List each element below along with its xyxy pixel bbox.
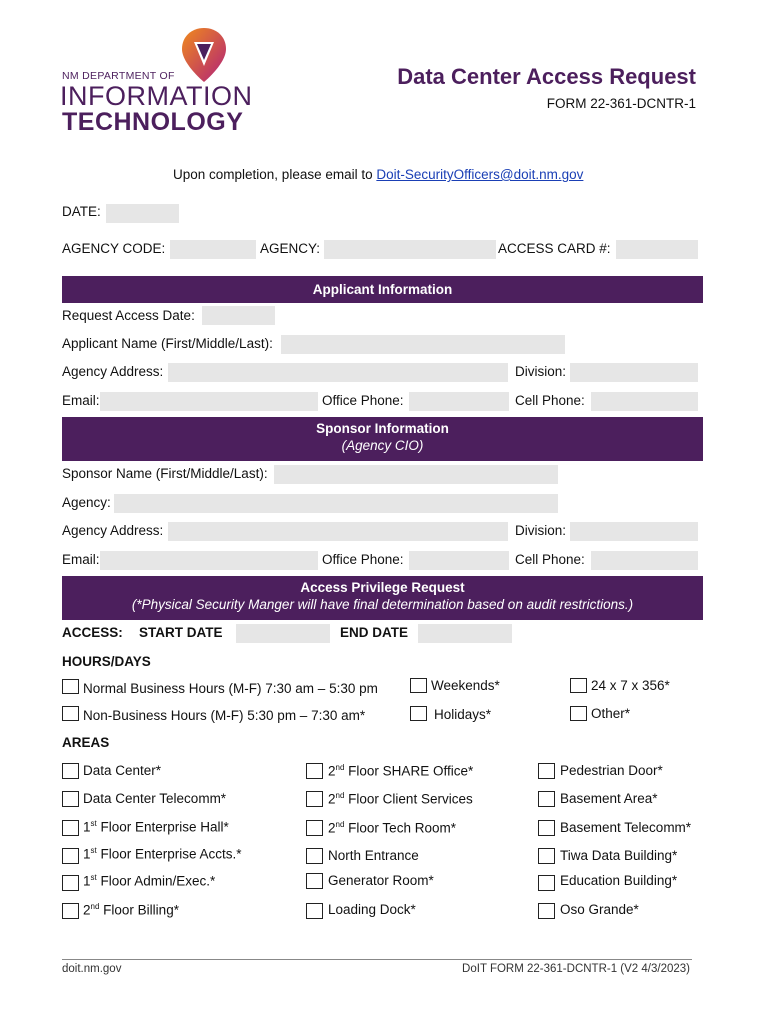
- request-date-label: Request Access Date:: [62, 308, 195, 323]
- applicant-heading: Applicant Information: [312, 282, 453, 297]
- hours-heading: HOURS/DAYS: [62, 654, 151, 669]
- applicant-name-field[interactable]: [281, 335, 565, 354]
- admin-num: 1: [83, 873, 91, 889]
- email-link[interactable]: Doit-SecurityOfficers@doit.nm.gov: [376, 167, 584, 182]
- generator-checkbox[interactable]: [306, 873, 323, 889]
- normal-hours-checkbox[interactable]: [62, 679, 79, 694]
- end-date-label: END DATE: [340, 625, 409, 640]
- logo-pin-icon: [180, 26, 228, 84]
- date-label: DATE:: [62, 204, 101, 219]
- agency-code-label: AGENCY CODE:: [62, 241, 166, 256]
- holidays-checkbox[interactable]: [410, 706, 427, 721]
- date-field[interactable]: [106, 204, 179, 223]
- oso-grande-label: Oso Grande*: [560, 902, 639, 917]
- applicant-office-phone-label: Office Phone:: [322, 393, 404, 408]
- share-office-sup: nd: [335, 763, 345, 772]
- agency-label: AGENCY:: [260, 241, 321, 256]
- basement-telecomm-label: Basement Telecomm*: [560, 820, 692, 835]
- end-date-field[interactable]: [418, 624, 512, 643]
- sponsor-name-label: Sponsor Name (First/Middle/Last):: [62, 466, 268, 481]
- always-label: 24 x 7 x 356*: [591, 678, 670, 693]
- applicant-name-label: Applicant Name (First/Middle/Last):: [62, 336, 273, 351]
- admin-sup: st: [90, 873, 97, 882]
- enterprise-hall-checkbox[interactable]: [62, 820, 79, 836]
- billing-sup: nd: [90, 902, 100, 911]
- share-office-text: Floor SHARE Office*: [344, 763, 474, 779]
- hall-sup: st: [90, 819, 97, 828]
- enterprise-accts-label: [83, 846, 242, 862]
- share-office-label: [328, 763, 473, 779]
- tiwa-checkbox[interactable]: [538, 848, 555, 864]
- telecomm-checkbox[interactable]: [62, 791, 79, 807]
- areas-heading: AREAS: [62, 735, 110, 750]
- access-label: ACCESS:: [62, 625, 123, 640]
- intro-line: [173, 167, 583, 182]
- tech-room-checkbox[interactable]: [306, 820, 323, 836]
- tech-text: Floor Tech Room*: [344, 820, 456, 836]
- sponsor-address-label: Agency Address:: [62, 523, 164, 538]
- footer-left: doit.nm.gov: [62, 963, 122, 975]
- basement-label: Basement Area*: [560, 791, 658, 806]
- sponsor-cell-phone-label: Cell Phone:: [515, 552, 585, 567]
- sponsor-agency-label: Agency:: [62, 495, 111, 510]
- pedestrian-checkbox[interactable]: [538, 763, 555, 779]
- billing-label: [83, 902, 179, 918]
- admin-label: [83, 873, 215, 889]
- sponsor-header: [62, 417, 703, 461]
- logo-line3: TECHNOLOGY: [62, 108, 244, 136]
- applicant-address-label: Agency Address:: [62, 364, 164, 379]
- tech-num: 2: [328, 820, 336, 836]
- telecomm-label: Data Center Telecomm*: [83, 791, 227, 806]
- client-num: 2: [328, 791, 336, 807]
- access-subheading: (*Physical Security Manger will have final determination based on audit restrictions.): [131, 597, 634, 612]
- client-services-label: [328, 791, 473, 807]
- applicant-office-phone-field[interactable]: [409, 392, 509, 411]
- always-checkbox[interactable]: [570, 678, 587, 693]
- sponsor-division-field[interactable]: [570, 522, 698, 541]
- accts-text: Floor Enterprise Accts.*: [96, 846, 242, 862]
- tiwa-label: Tiwa Data Building*: [560, 848, 678, 863]
- footer-right: DoIT FORM 22-361-DCNTR-1 (V2 4/3/2023): [462, 963, 690, 975]
- enterprise-hall-label: [83, 819, 229, 835]
- sponsor-heading: Sponsor Information: [316, 421, 449, 436]
- client-sup: nd: [335, 791, 345, 800]
- basement-checkbox[interactable]: [538, 791, 555, 807]
- hall-num: 1: [83, 819, 91, 835]
- sponsor-email-label: Email:: [62, 552, 100, 567]
- logo: [60, 26, 260, 136]
- logo-line2: INFORMATION: [60, 81, 253, 111]
- applicant-email-field[interactable]: [100, 392, 318, 411]
- sponsor-subheading: (Agency CIO): [341, 438, 424, 453]
- applicant-cell-phone-label: Cell Phone:: [515, 393, 585, 408]
- applicant-email-label: Email:: [62, 393, 100, 408]
- non-business-label: Non-Business Hours (M-F) 5:30 pm – 7:30 am*: [83, 708, 366, 723]
- share-office-checkbox[interactable]: [306, 763, 323, 779]
- non-business-checkbox[interactable]: [62, 706, 79, 721]
- north-entrance-label: North Entrance: [328, 848, 419, 863]
- form-number: FORM 22-361-DCNTR-1: [546, 96, 696, 111]
- sponsor-email-field[interactable]: [100, 551, 318, 570]
- applicant-address-field[interactable]: [168, 363, 508, 382]
- logo-line1: NM DEPARTMENT OF: [62, 70, 175, 82]
- admin-text: Floor Admin/Exec.*: [96, 873, 216, 889]
- sponsor-address-field[interactable]: [168, 522, 508, 541]
- access-header: [62, 576, 703, 620]
- access-card-label: ACCESS CARD #:: [498, 241, 611, 256]
- agency-field[interactable]: [324, 240, 496, 259]
- footer-divider: [62, 959, 692, 960]
- oso-grande-checkbox[interactable]: [538, 903, 555, 919]
- agency-code-field[interactable]: [170, 240, 256, 259]
- education-label: Education Building*: [560, 873, 678, 888]
- other-checkbox[interactable]: [570, 706, 587, 721]
- sponsor-office-phone-field[interactable]: [409, 551, 509, 570]
- applicant-division-label: Division:: [515, 364, 567, 379]
- applicant-division-field[interactable]: [570, 363, 698, 382]
- start-date-label: START DATE: [139, 625, 223, 640]
- holidays-label: Holidays*: [434, 707, 492, 722]
- tech-room-label: [328, 820, 456, 836]
- access-card-field[interactable]: [616, 240, 698, 259]
- access-heading: Access Privilege Request: [300, 580, 465, 595]
- intro-text: Upon completion, please email to: [173, 167, 377, 182]
- client-text: Floor Client Services: [344, 791, 473, 807]
- normal-hours-label: Normal Business Hours (M-F) 7:30 am – 5:30 pm: [83, 681, 378, 696]
- sponsor-office-phone-label: Office Phone:: [322, 552, 404, 567]
- other-label: Other*: [591, 706, 631, 721]
- share-office-num: 2: [328, 763, 336, 779]
- accts-num: 1: [83, 846, 91, 862]
- billing-text: Floor Billing*: [99, 902, 179, 918]
- admin-checkbox[interactable]: [62, 875, 79, 891]
- client-services-checkbox[interactable]: [306, 791, 323, 807]
- weekends-checkbox[interactable]: [410, 678, 427, 693]
- enterprise-accts-checkbox[interactable]: [62, 848, 79, 864]
- north-entrance-checkbox[interactable]: [306, 848, 323, 864]
- form-title: Data Center Access Request: [397, 64, 696, 89]
- applicant-header: [62, 276, 703, 303]
- sponsor-agency-field[interactable]: [114, 494, 558, 513]
- sponsor-cell-phone-field[interactable]: [591, 551, 698, 570]
- billing-checkbox[interactable]: [62, 903, 79, 919]
- loading-dock-label: Loading Dock*: [328, 902, 416, 917]
- hall-text: Floor Enterprise Hall*: [96, 819, 229, 835]
- data-center-checkbox[interactable]: [62, 763, 79, 779]
- request-date-field[interactable]: [202, 306, 275, 325]
- start-date-field[interactable]: [236, 624, 330, 643]
- billing-num: 2: [83, 902, 91, 918]
- tech-sup: nd: [335, 820, 345, 829]
- weekends-label: Weekends*: [431, 678, 500, 693]
- basement-telecomm-checkbox[interactable]: [538, 820, 555, 836]
- sponsor-division-label: Division:: [515, 523, 567, 538]
- sponsor-name-field[interactable]: [274, 465, 558, 484]
- data-center-label: Data Center*: [83, 763, 162, 778]
- applicant-cell-phone-field[interactable]: [591, 392, 698, 411]
- education-checkbox[interactable]: [538, 875, 555, 891]
- loading-dock-checkbox[interactable]: [306, 903, 323, 919]
- generator-label: Generator Room*: [328, 873, 434, 888]
- pedestrian-label: Pedestrian Door*: [560, 763, 663, 778]
- accts-sup: st: [90, 846, 97, 855]
